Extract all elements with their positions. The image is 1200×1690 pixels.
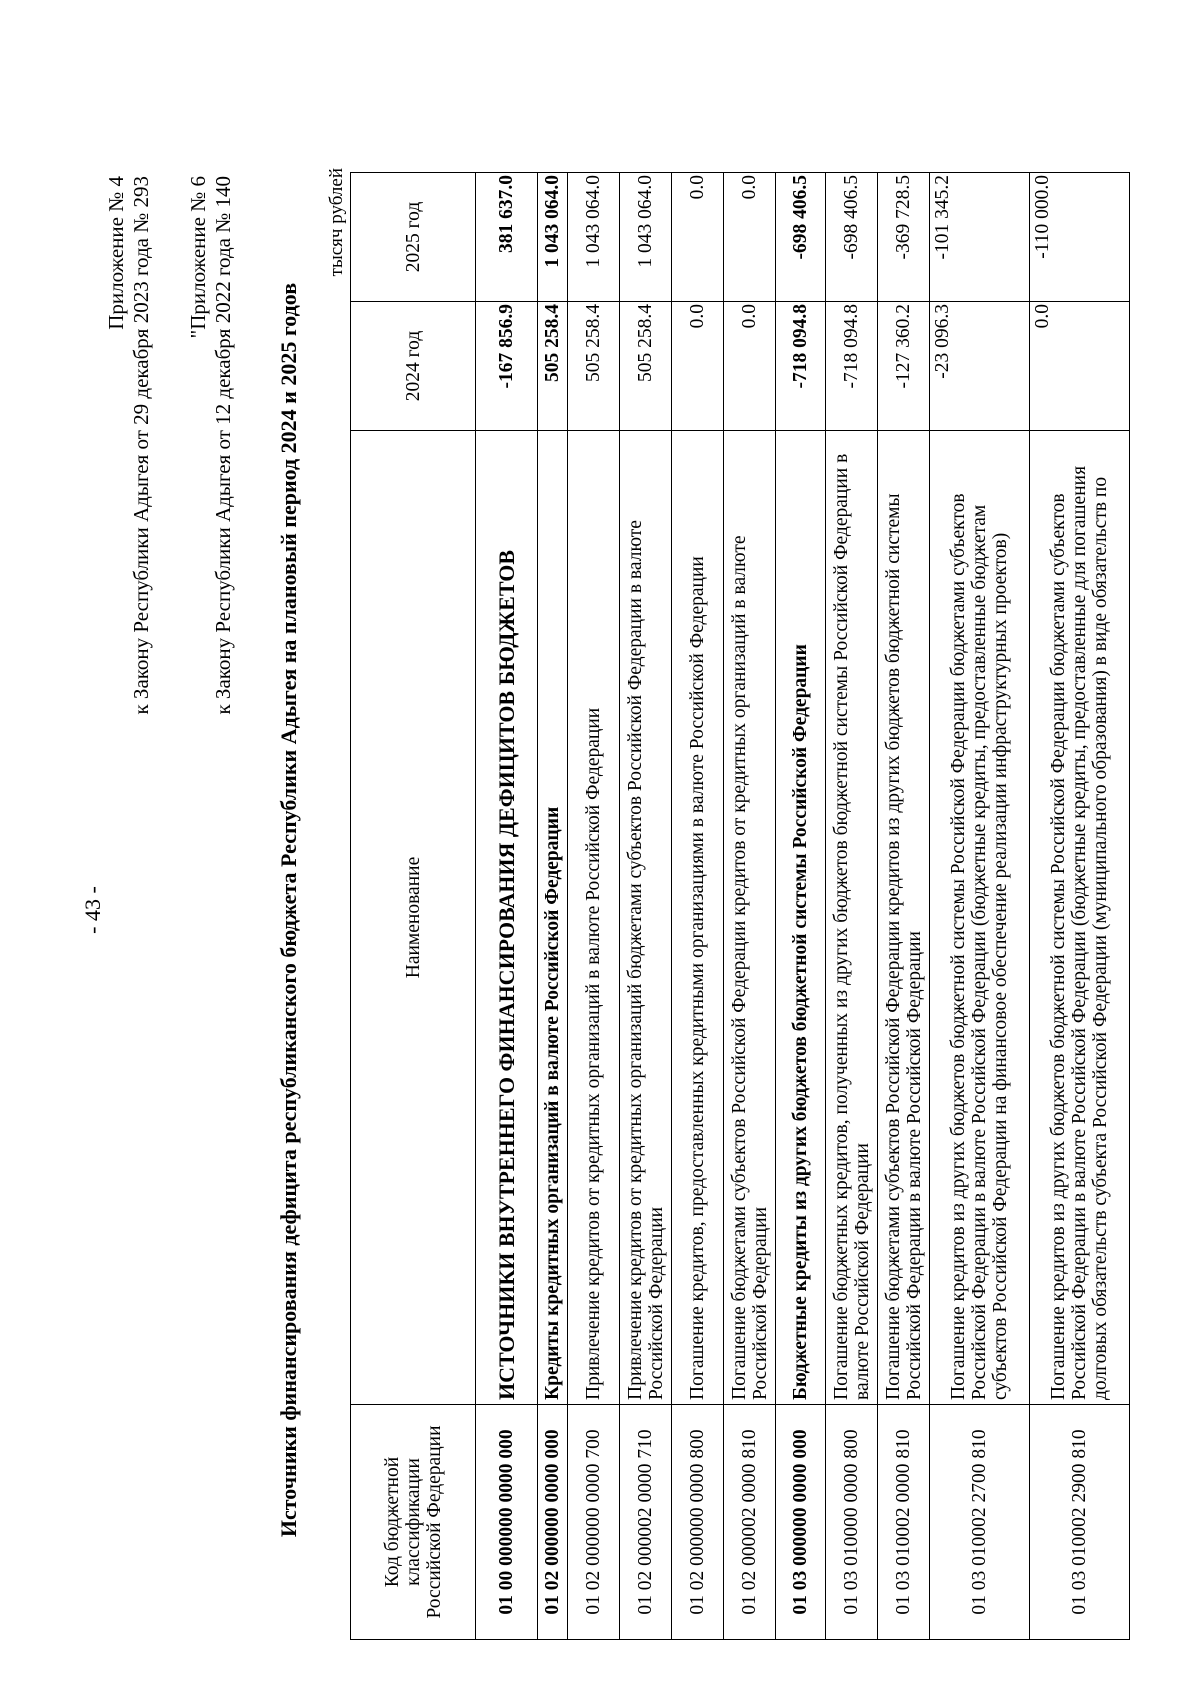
header-2024: 2024 год: [351, 302, 476, 431]
appendix-original: [186, 176, 236, 715]
header-code: Код бюджетной классификации Российской Федерации: [351, 1405, 476, 1640]
row-2024: 0.0: [1030, 302, 1130, 431]
row-2024: 505 258.4: [538, 302, 568, 431]
row-2024: -718 094.8: [776, 302, 826, 431]
table-row: [620, 173, 672, 1640]
units-label: тысяч рублей: [326, 168, 347, 277]
row-2025: -101 345.2: [930, 173, 1030, 302]
row-code: 01 03 000000 0000 000: [776, 1405, 826, 1640]
row-2025: -698 406.5: [776, 173, 826, 302]
appendix-original-law: к Закону Республики Адыгея от 12 декабря 2022 года № 140: [211, 176, 235, 715]
row-name: Погашение бюджетами субъектов Российской Федерации кредитов из других бюджетов бюджетной системы Российской Федерации в валюте Российской Федерации: [878, 431, 930, 1405]
row-2024: -718 094.8: [826, 302, 878, 431]
table-row: [1030, 173, 1130, 1640]
page-number: - 43 -: [80, 886, 105, 934]
table-row: [724, 173, 776, 1640]
row-code: 01 03 010002 0000 810: [878, 1405, 930, 1640]
row-2025: 1 043 064.0: [538, 173, 568, 302]
row-name: Погашение бюджетных кредитов, полученных из других бюджетов бюджетной системы Российской Федерации в валюте Российской Федерации: [826, 431, 878, 1405]
financing-sources-table: [350, 172, 1130, 1640]
header-name: Наименование: [351, 431, 476, 1405]
table-row: [568, 173, 620, 1640]
row-name: Привлечение кредитов от кредитных организаций в валюте Российской Федерации: [568, 431, 620, 1405]
row-code: 01 02 000002 0000 810: [724, 1405, 776, 1640]
table-row: [538, 173, 568, 1640]
row-code: 01 02 000000 0000 700: [568, 1405, 620, 1640]
table-row: [878, 173, 930, 1640]
row-2025: 1 043 064.0: [620, 173, 672, 302]
row-code: 01 03 010002 2900 810: [1030, 1405, 1130, 1640]
row-2025: -369 728.5: [878, 173, 930, 302]
row-2025: 381 637.0: [476, 173, 538, 302]
row-2024: 505 258.4: [568, 302, 620, 431]
row-2025: 1 043 064.0: [568, 173, 620, 302]
row-code: 01 02 000000 0000 000: [538, 1405, 568, 1640]
table-row: [776, 173, 826, 1640]
table-row: [672, 173, 724, 1640]
row-code: 01 03 010000 0000 800: [826, 1405, 878, 1640]
row-code: 01 03 010002 2700 810: [930, 1405, 1030, 1640]
appendix-original-number: "Приложение № 6: [186, 176, 210, 339]
row-name: Погашение кредитов из других бюджетов бюджетной системы Российской Федерации бюджетами субъектов Российской Федерации в валюте Российской Федерации (бюджетные кредиты, предоставленные бюджетам субъектов Российской Федерации на финансовое обеспечение реализации инфраструктурных проектов): [930, 431, 1030, 1405]
row-name: Погашение кредитов из других бюджетов бюджетной системы Российской Федерации бюджетами субъектов Российской Федерации в валюте Российской Федерации (бюджетные кредиты, предоставленные для погашения долговых обязательств субъекта Российской Федерации (муниципального образования) в виде обязательств по: [1030, 431, 1130, 1405]
row-name: Привлечение кредитов от кредитных организаций бюджетами субъектов Российской Федерации в валюте Российской Федерации: [620, 431, 672, 1405]
row-2025: -698 406.5: [826, 173, 878, 302]
row-2024: 0.0: [724, 302, 776, 431]
row-2024: 505 258.4: [620, 302, 672, 431]
row-name: ИСТОЧНИКИ ВНУТРЕННЕГО ФИНАНСИРОВАНИЯ ДЕФИЦИТОВ БЮДЖЕТОВ: [476, 431, 538, 1405]
row-2024: -23 096.3: [930, 302, 1030, 431]
document-page: [0, 130, 1120, 1690]
row-name: Бюджетные кредиты из других бюджетов бюджетной системы Российской Федерации: [776, 431, 826, 1405]
row-2024: -167 856.9: [476, 302, 538, 431]
row-name: Погашение бюджетами субъектов Российской Федерации кредитов от кредитных организаций в валюте Российской Федерации: [724, 431, 776, 1405]
row-code: 01 02 000000 0000 800: [672, 1405, 724, 1640]
appendix-current: [104, 176, 154, 715]
row-2025: -110 000.0: [1030, 173, 1130, 302]
document-title: Источники финансирования дефицита республиканского бюджета Республики Адыгея на плановый период 2024 и 2025 годов: [276, 282, 301, 1538]
row-2025: 0.0: [672, 173, 724, 302]
appendix-current-number: Приложение № 4: [104, 176, 128, 330]
row-2024: -127 360.2: [878, 302, 930, 431]
row-code: 01 00 000000 0000 000: [476, 1405, 538, 1640]
table-row: [476, 173, 538, 1640]
table-row: [826, 173, 878, 1640]
row-name: Кредиты кредитных организаций в валюте Российской Федерации: [538, 431, 568, 1405]
row-code: 01 02 000002 0000 710: [620, 1405, 672, 1640]
row-2025: 0.0: [724, 173, 776, 302]
header-2025: 2025 год: [351, 173, 476, 302]
table-header-row: [351, 173, 476, 1640]
row-name: Погашение кредитов, предоставленных кредитными организациями в валюте Российской Федерации: [672, 431, 724, 1405]
table-row: [930, 173, 1030, 1640]
appendix-current-law: к Закону Республики Адыгея от 29 декабря 2023 года № 293: [129, 176, 153, 715]
row-2024: 0.0: [672, 302, 724, 431]
